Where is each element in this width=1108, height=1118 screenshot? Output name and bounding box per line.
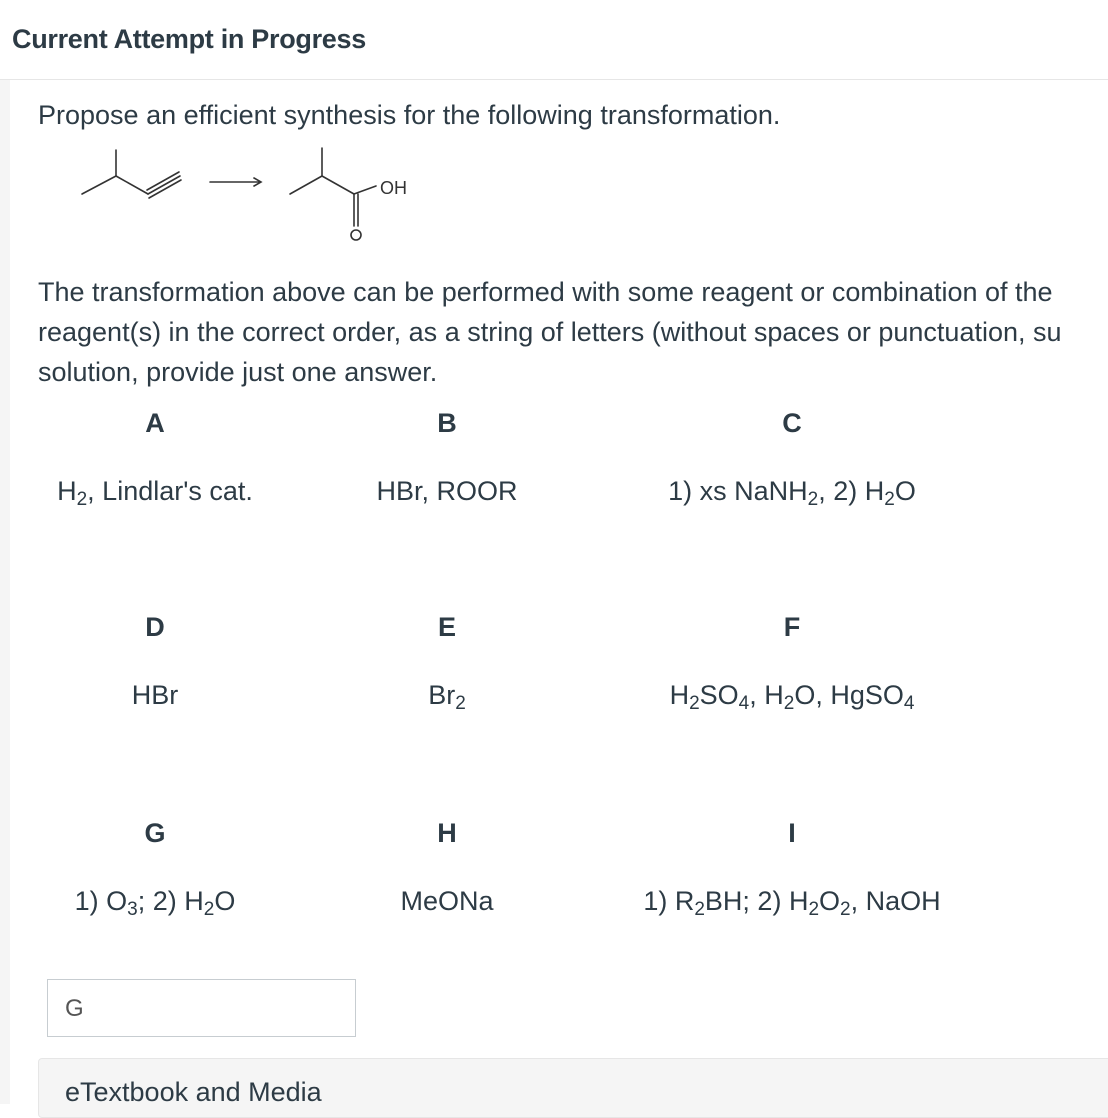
reactant-triple-bond [148,176,180,194]
question-body [38,272,1108,392]
reagent-formula-h: MeONa [400,886,494,916]
product-oxygen-atom [351,230,361,240]
reagent-formula-c: 1) xs NaNH$_2$, 2) $H_2O$ [668,476,916,510]
reagent-letter-a: A [145,408,165,438]
reagent-formula-e: $Br_2$ [428,680,466,714]
reactant-bond [82,176,116,194]
etextbook-media-panel[interactable] [38,1058,1108,1118]
reagent-formula-f: $H_2SO_4$, $H_2O$, HgSO$_4$ [669,680,915,714]
reaction-scheme [60,138,420,258]
reagent-letter-h: H [437,818,457,848]
question-body-line: reagent(s) in the correct order, as a string of letters (without spaces or punctuation, su [38,317,1062,347]
reagent-letter-b: B [437,408,457,438]
reagent-formula-d: HBr [131,680,179,710]
reagent-letter-c: C [782,408,802,438]
reagent-formula-i: 1) $R_2BH$; 2) $H_2O_2$, NaOH [643,886,941,920]
reagent-letter-g: G [144,818,166,848]
page-title: Current Attempt in Progress [12,24,366,54]
product-bond [354,186,376,194]
reagent-letter-i: I [788,818,796,848]
etextbook-media-label: eTextbook and Media [65,1077,322,1107]
question-body-line: solution, provide just one answer. [38,357,438,387]
reagent-letter-e: E [437,612,456,642]
reagent-formula-a: $H_2$, Lindlar's cat. [57,476,253,510]
answer-input[interactable]: G [47,979,356,1037]
question-body-line: The transformation above can be performed with some reagent or combination of the [38,277,1053,307]
page-header [0,0,1108,80]
product-hydroxyl-label: OH [380,178,407,198]
reagent-formula-g: 1) $O_3$; 2) $H_2O$ [74,886,236,920]
product-bond [290,176,322,194]
reagent-formula-b: HBr, ROOR [376,476,518,506]
reagent-letter-d: D [145,612,165,642]
product-bond [322,176,354,194]
left-margin-bar [0,80,10,1104]
reactant-triple-bond [149,180,181,198]
reagent-letter-f: F [783,612,801,642]
question-prompt: Propose an efficient synthesis for the following transformation. [38,100,781,130]
reactant-bond [116,176,148,194]
reactant-triple-bond [147,172,179,190]
